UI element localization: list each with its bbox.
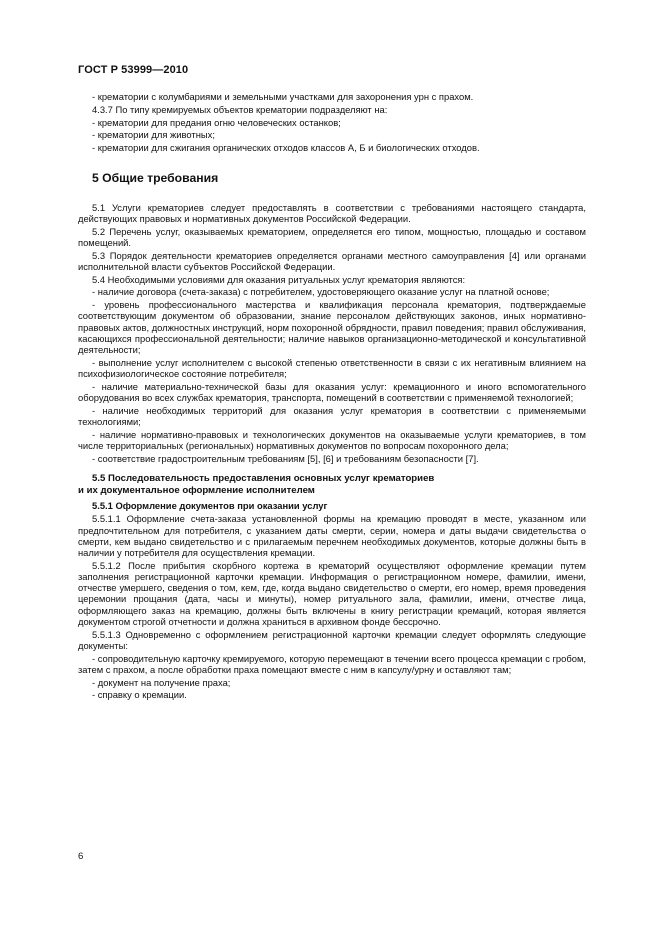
list-item: - соответствие градостроительным требованиям [5], [6] и требованиям безопасности [7]. bbox=[92, 452, 479, 464]
section-5-5-heading bbox=[78, 473, 586, 496]
page-content bbox=[78, 91, 586, 702]
list-item: - наличие материально-технической базы для оказания услуг: кремационного и иного вспомогательного оборудования во всех службах крематория, транспорта, помещений в соответствии с применяемой технологией; bbox=[78, 380, 586, 403]
list-item: - сопроводительную карточку кремируемого, которую перемещают в течении всего процесса кремации с гробом, затем с прахом, а после обработки праха помещают вместе с ним в капсулу/урну и оставляют там; bbox=[78, 652, 586, 675]
page-number: 6 bbox=[78, 851, 84, 862]
list-item: - наличие нормативно-правовых и технологических документов на оказываемые услуги крематориев, в том числе территориальных (региональных) нормативных документов по вопросам похоронного дела; bbox=[78, 428, 586, 451]
list-item: - наличие необходимых территорий для оказания услуг крематория в соответствии с применяемыми технологиями; bbox=[78, 404, 586, 427]
clause-5-2: 5.2 Перечень услуг, оказываемых крематорием, определяется его типом, мощностью, площадью и составом помещений. bbox=[78, 225, 586, 248]
clause-5-5-1-2: 5.5.1.2 После прибытия скорбного кортежа в крематорий осуществляют оформление кремации путем заполнения регистрационной карточки кремации. Информация о регистрационном номере, фамилии, имени, отчестве умершего, сведения о том, кем, где, когда выдано свидетельство о смерти, его номер, время проведения церемонии прощания (дата, часы и минуты), номер ритуального зала, фамилии, имени, отчестве лица, оформляющего заказ на кремацию, должны быть включены в книгу регистрации кремаций, которая является документом строгой отчетности и должна храниться в архивном фонде бессрочно. bbox=[78, 559, 586, 627]
section-5-5-heading-line1: 5.5 Последовательность предоставления основных услуг крематориев bbox=[92, 473, 435, 484]
clause-5-5-1-1: 5.5.1.1 Оформление счета-заказа установленной формы на кремацию проводят в месте, указанном или предпочтительном для потребителя, с указанием даты смерти, серии, номера и даты выдачи свидетельства о смерти, кем выдано свидетельство и с прилагаемым перечнем необходимых документов, которые должны быть в наличии у потребителя для осуществления кремации. bbox=[78, 513, 586, 558]
section-5-5-heading-line2: и их документальное оформление исполнителем bbox=[78, 484, 315, 496]
list-item: - крематории для сжигания органических отходов классов А, Б и биологических отходов. bbox=[92, 142, 480, 154]
clause-4-3-7: 4.3.7 По типу кремируемых объектов крематории подразделяют на: bbox=[92, 103, 388, 115]
list-item: - крематории с колумбариями и земельными участками для захоронения урн с прахом. bbox=[92, 91, 474, 102]
list-item: - справку о кремации. bbox=[92, 689, 187, 701]
list-item: - выполнение услуг исполнителем с высокой степенью ответственности в связи с их негативным влиянием на психофизиологическое состояние потребителя; bbox=[78, 356, 586, 379]
clause-5-3: 5.3 Порядок деятельности крематориев определяется органами местного самоуправления [4] или органами исполнительной власти субъектов Российской Федерации. bbox=[78, 249, 586, 272]
clause-5-4: 5.4 Необходимыми условиями для оказания ритуальных услуг крематория являются: bbox=[92, 273, 466, 285]
list-item: - документ на получение праха; bbox=[92, 676, 231, 688]
clause-5-5-1-3: 5.5.1.3 Одновременно с оформлением регистрационной карточки кремации следует оформлять следующие документы: bbox=[78, 628, 586, 651]
document-header: ГОСТ Р 53999—2010 bbox=[78, 64, 189, 76]
list-item: - уровень профессионального мастерства и квалификация персонала крематория, подтверждаемые соответствующим документом об образовании, знание персоналом действующих законов, иных нормативно-правовых актов, должностных инструкций, норм похоронной обрядности, правил поведения; правил обслуживания, касающихся профессиональной деятельности; наличие навыков организационно-методической и консультативной деятельности; bbox=[78, 299, 586, 355]
list-item: - наличие договора (счета-заказа) с потребителем, удостоверяющего оказание услуг на платной основе; bbox=[92, 286, 550, 298]
section-5-heading: 5 Общие требования bbox=[92, 171, 219, 186]
clause-5-1: 5.1 Услуги крематориев следует предоставлять в соответствии с требованиями настоящего стандарта, действующих правовых и нормативных документов Российской Федерации. bbox=[78, 201, 586, 224]
list-item: - крематории для предания огню человеческих останков; bbox=[92, 116, 341, 128]
list-item: - крематории для животных; bbox=[92, 129, 215, 141]
section-5-5-1-heading: 5.5.1 Оформление документов при оказании услуг bbox=[92, 500, 328, 512]
